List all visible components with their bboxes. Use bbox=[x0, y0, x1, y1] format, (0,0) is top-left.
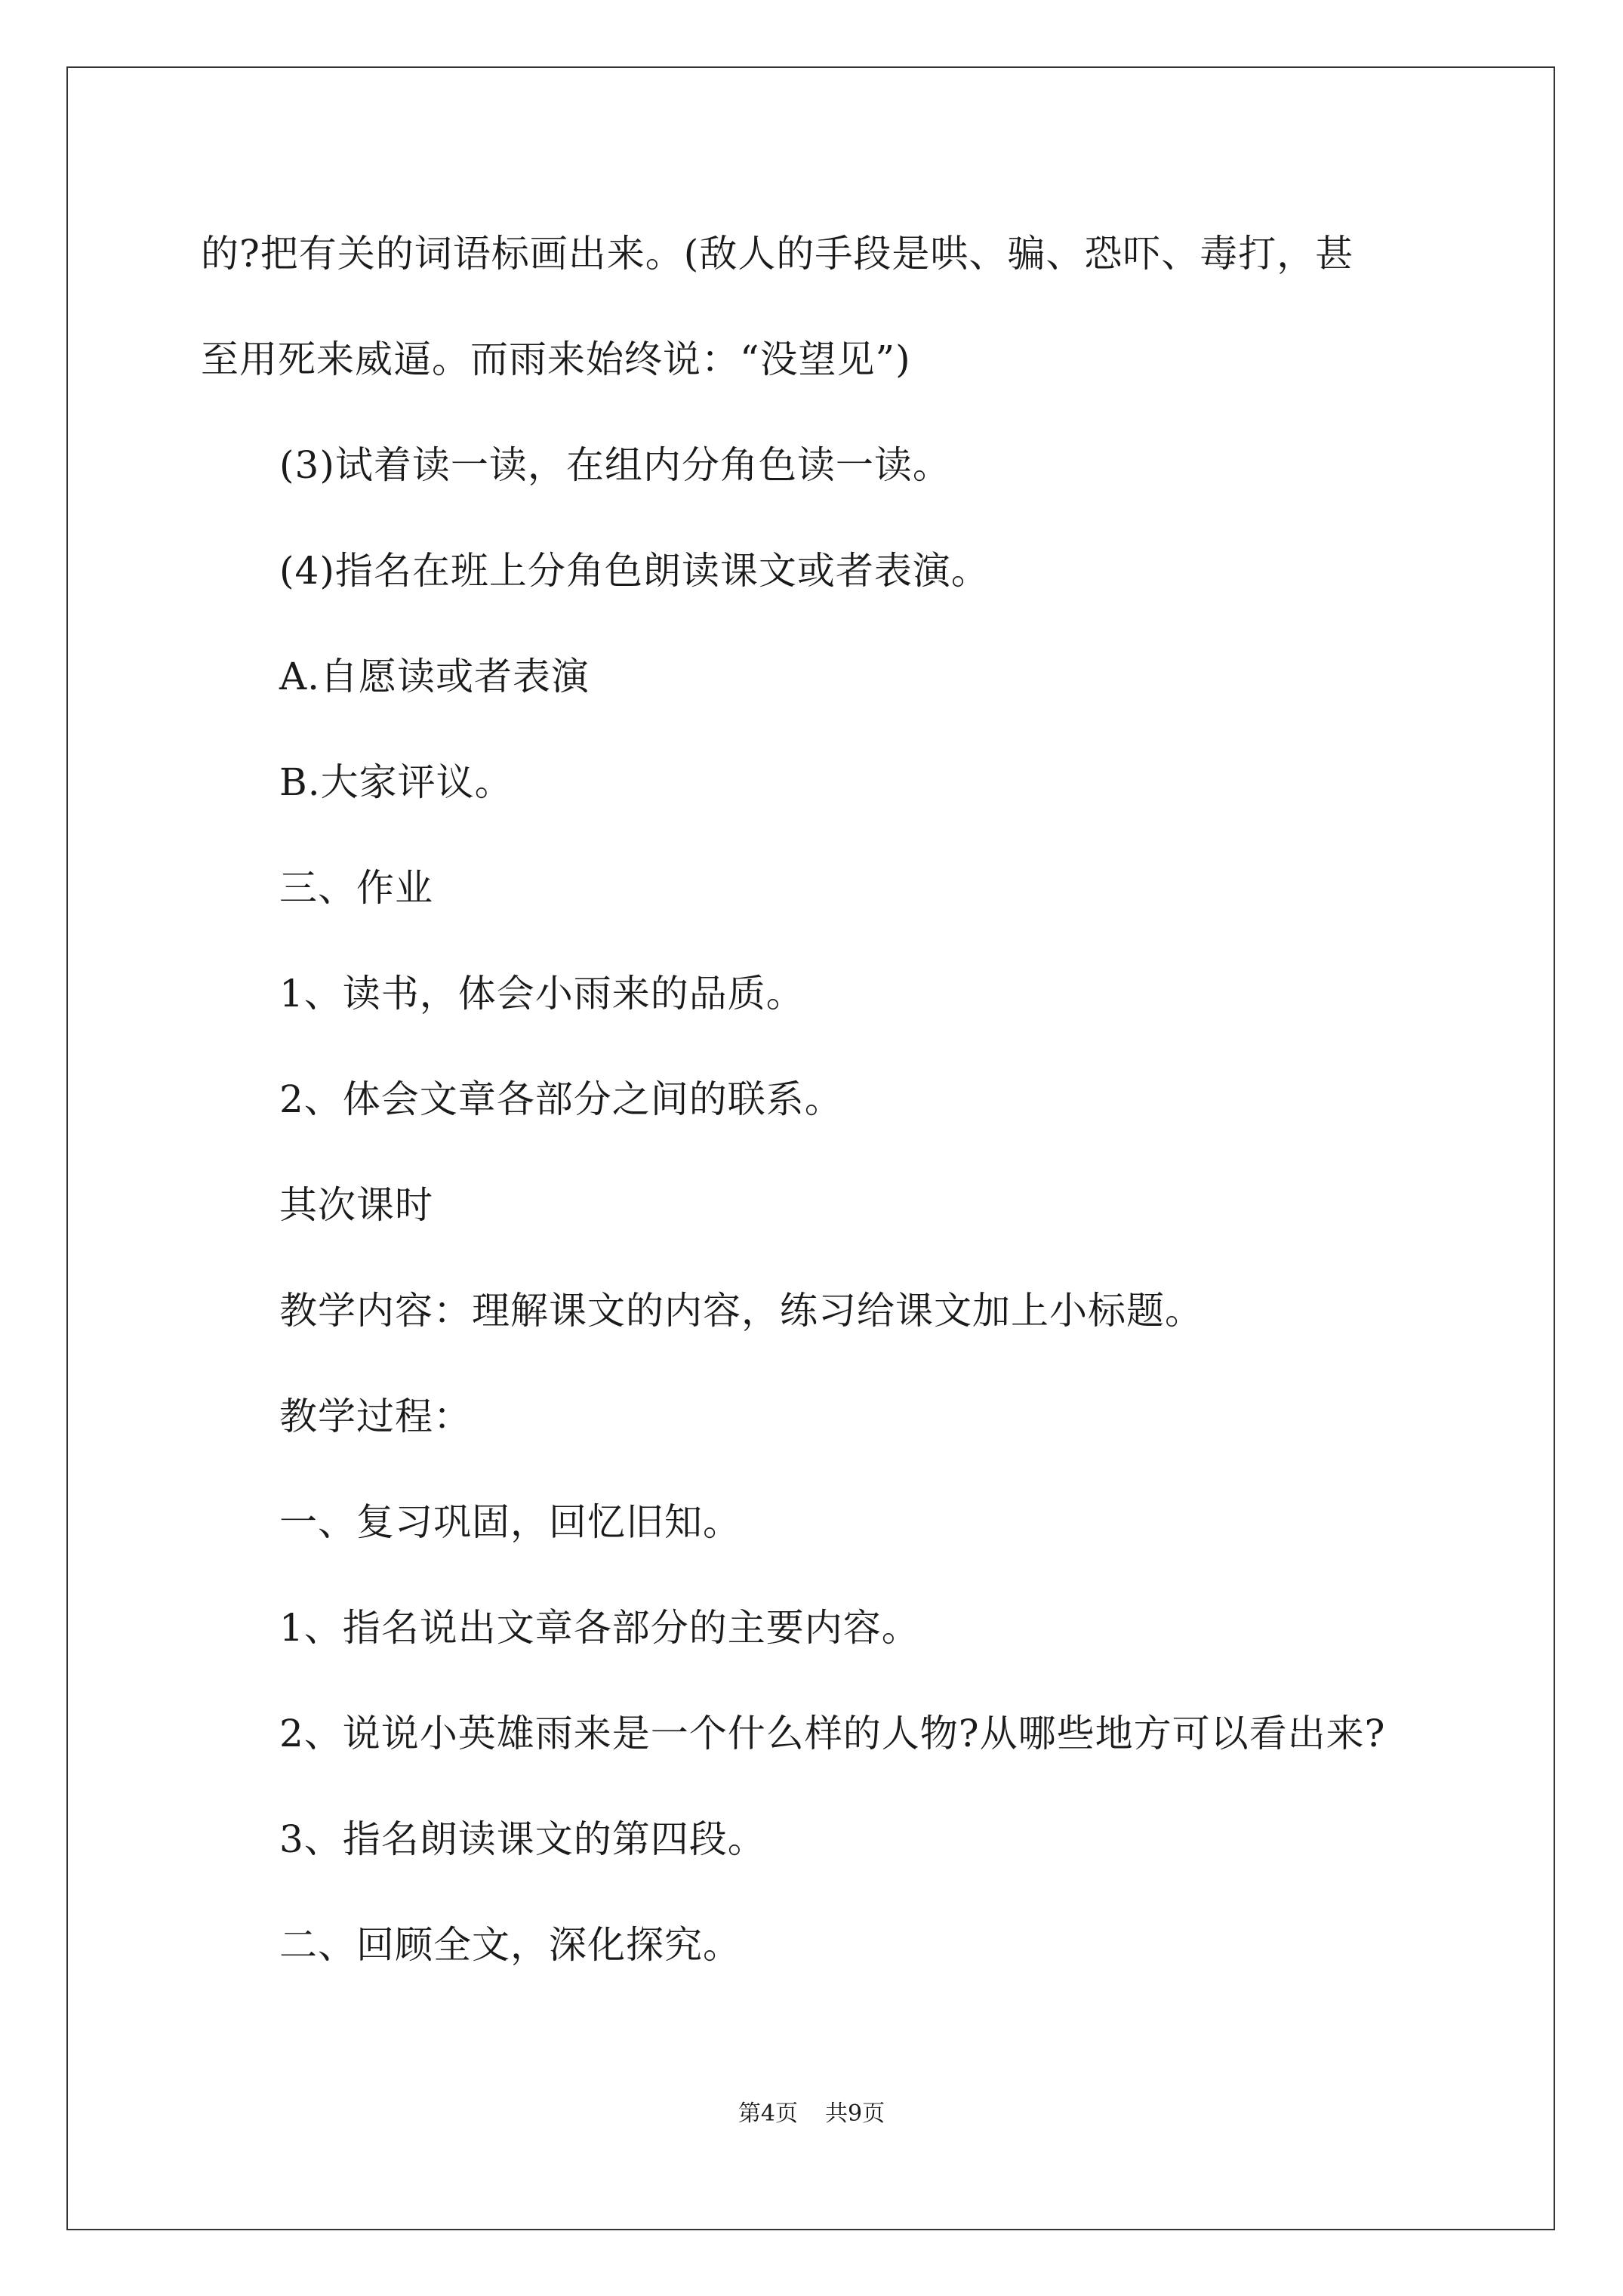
body-line: 教学内容：理解课文的内容，练习给课文加上小标题。 bbox=[279, 1289, 1203, 1333]
body-line: 1、读书，体会小雨来的品质。 bbox=[279, 972, 805, 1015]
section-heading: 一、复习巩固，回忆旧知。 bbox=[279, 1500, 741, 1544]
page-number: 第4页 bbox=[738, 2100, 798, 2127]
section-heading: 二、回顾全文，深化探究。 bbox=[279, 1923, 741, 1967]
body-line: 2、说说小英雄雨来是一个什么样的人物?从哪些地方可以看出来? bbox=[279, 1712, 1386, 1755]
page-footer bbox=[0, 2099, 1623, 2129]
body-line: (4)指名在班上分角色朗读课文或者表演。 bbox=[279, 549, 990, 593]
body-line: B.大家评议。 bbox=[279, 760, 513, 804]
section-heading: 教学过程： bbox=[279, 1395, 472, 1438]
section-heading: 其次课时 bbox=[279, 1183, 433, 1227]
section-heading: 三、作业 bbox=[279, 866, 433, 910]
body-line: 的?把有关的词语标画出来。(敌人的手段是哄、骗、恐吓、毒打，甚 bbox=[201, 232, 1354, 276]
page-border bbox=[66, 66, 1555, 2230]
body-line: 2、体会文章各部分之间的联系。 bbox=[279, 1077, 843, 1121]
body-line: 1、指名说出文章各部分的主要内容。 bbox=[279, 1606, 920, 1650]
body-line: (3)试着读一读，在组内分角色读一读。 bbox=[279, 443, 951, 487]
page-total: 共9页 bbox=[825, 2100, 885, 2127]
body-line: A.自愿读或者表演 bbox=[279, 655, 590, 698]
body-line: 至用死来威逼。而雨来始终说：“没望见”) bbox=[201, 337, 911, 381]
body-line: 3、指名朗读课文的第四段。 bbox=[279, 1817, 766, 1861]
